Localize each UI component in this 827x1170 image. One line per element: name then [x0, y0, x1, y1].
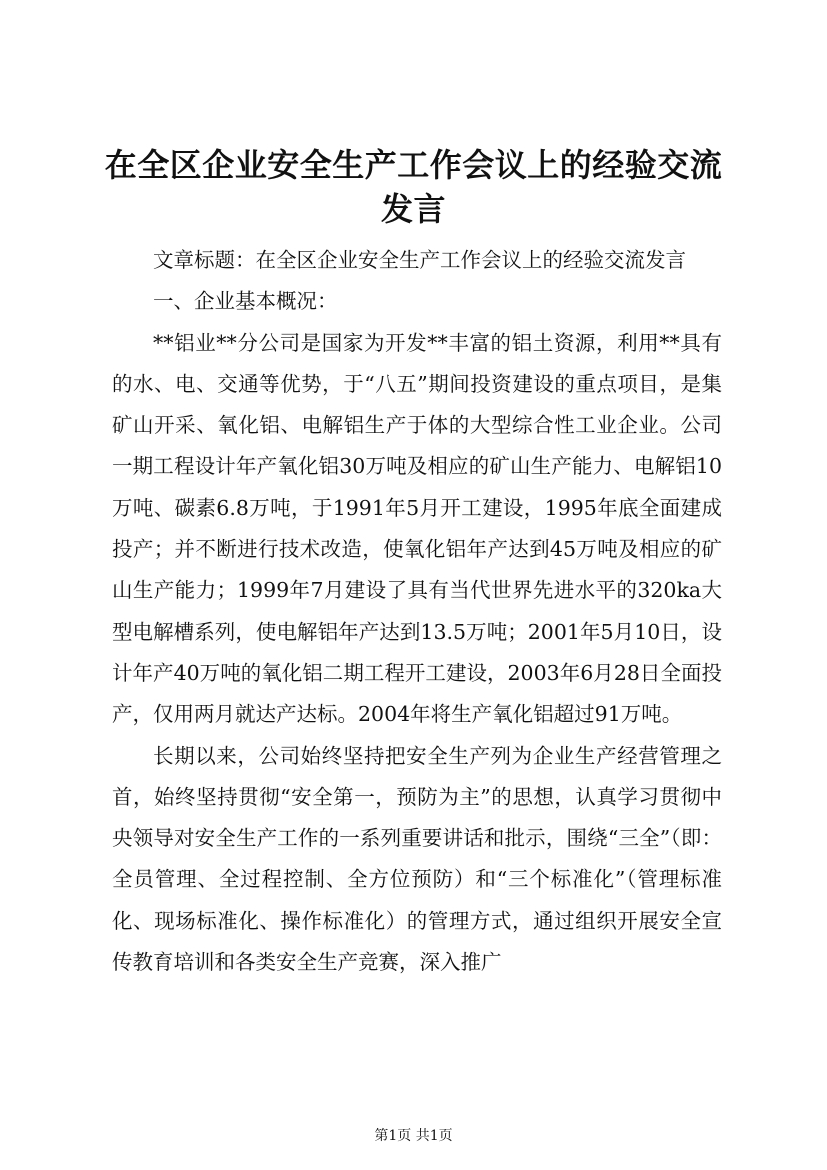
article-title-line: 文章标题：在全区企业安全生产工作会议上的经验交流发言 [153, 248, 686, 272]
document-title: 在全区企业安全生产工作会议上的经验交流发言 [104, 146, 723, 228]
body-paragraph: 长期以来，公司始终坚持把安全生产列为企业生产经营管理之首，始终坚持贯彻“安全第一，预防为主”的思想，认真学习贯彻中央领导对安全生产工作的一系列重要讲话和批示，围绕“三全”（即：全员管理、全过程控制、全方位预防）和“三个标准化”（管理标准化、现场标准化、操作标准化）的管理方式，通过组织开展安全宣传教育培训和各类安全生产竞赛，深入推广 [112, 743, 722, 975]
page-number-footer: 第1页 共1页 [374, 1128, 453, 1144]
document-body [112, 240, 722, 983]
section-heading: 一、企业基本概况： [153, 289, 338, 314]
body-paragraph: **铝业**分公司是国家为开发**丰富的铝土资源，利用**具有的水、电、交通等优势，于“八五”期间投资建设的重点项目，是集矿山开采、氧化铝、电解铝生产于体的大型综合性工业企业。公司一期工程设计年产氧化铝30万吨及相应的矿山生产能力、电解铝10万吨、碳素6.8万吨，于1991年5月开工建设，1995年底全面建成投产；并不断进行技术改造，使氧化铝年产达到45万吨及相应的矿山生产能力；1999年7月建设了具有当代世界先进水平的320ka大型电解槽系列，使电解铝年产达到13.5万吨；2001年5月10日，设计年产40万吨的氧化铝二期工程开工建设，2003年6月28日全面投产，仅用两月就达产达标。2004年将生产氧化铝超过91万吨。 [112, 330, 722, 727]
